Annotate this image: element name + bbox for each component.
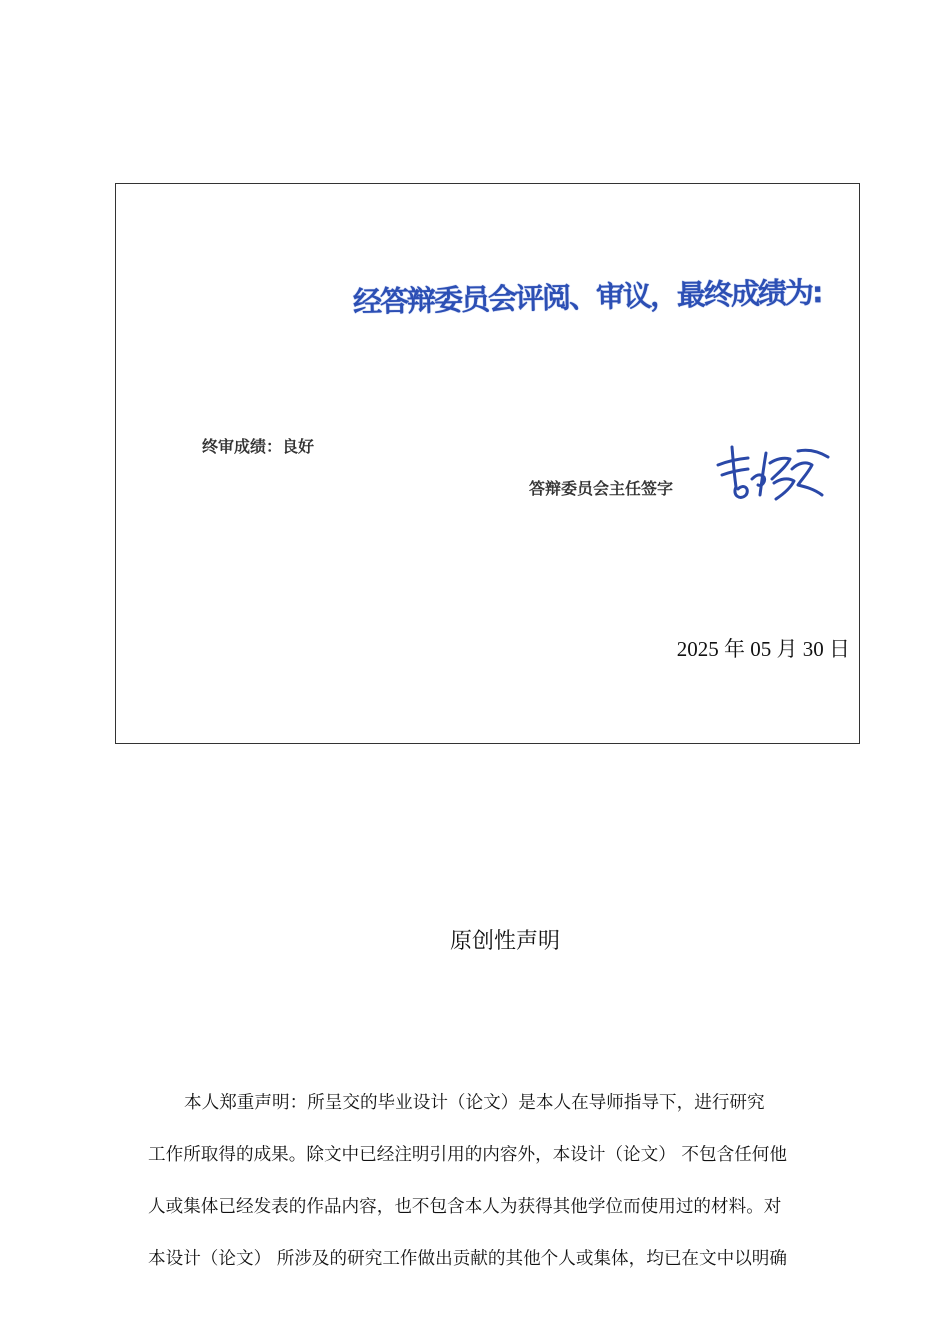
review-date: 2025 年 05 月 30 日 <box>676 637 850 661</box>
declaration-paragraph-line: 工作所取得的成果。除文中已经注明引用的内容外，本设计（论文） 不包含任何他 <box>148 1145 787 1165</box>
declaration-paragraph-line: 本人郑重声明：所呈交的毕业设计（论文）是本人在导师指导下，进行研究 <box>184 1093 765 1113</box>
declaration-paragraph-line: 人或集体已经发表的作品内容，也不包含本人为获得其他学位而使用过的材料。对 <box>148 1197 782 1217</box>
signature-label: 答辩委员会主任签字 <box>529 479 674 498</box>
review-heading-stamp: 经答辩委员会评阅、审议，最终成绩为: <box>352 275 822 319</box>
final-grade-text: 终审成绩：良好 <box>202 437 315 456</box>
handwritten-signature-icon <box>714 439 832 509</box>
declaration-paragraph-line: 本设计（论文） 所涉及的研究工作做出贡献的其他个人或集体，均已在文中以明确 <box>148 1249 787 1269</box>
declaration-title: 原创性声明 <box>449 929 560 954</box>
committee-review-box <box>115 183 860 744</box>
